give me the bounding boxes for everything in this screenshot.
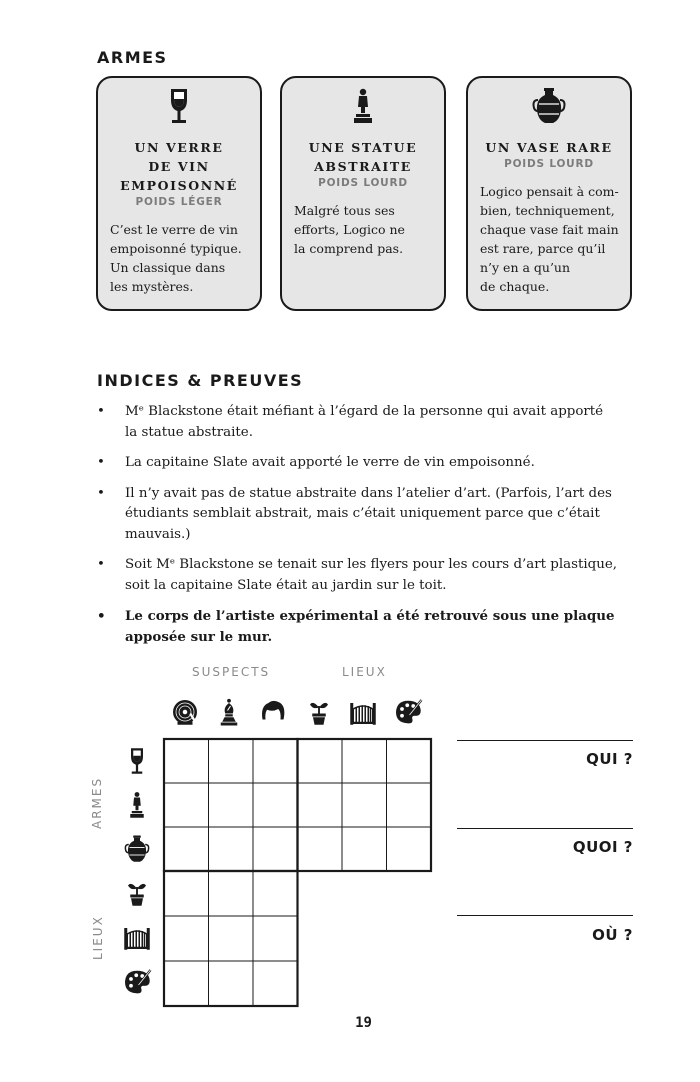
vase-icon [121, 833, 153, 865]
wine-glass-icon [121, 745, 153, 777]
places-weapons-block [298, 739, 432, 871]
weapon-weight: POIDS LOURD [504, 158, 594, 170]
weapon-title: UN VERRE DE VIN EMPOISONNÉ POIDS LÉGER [104, 138, 254, 209]
palette-icon [392, 696, 424, 728]
weapon-title: UNE STATUE ABSTRAITE POIDS LOURD [288, 138, 438, 190]
suspects-label: SUSPECTS [192, 665, 271, 679]
weapon-card-wine-glass [96, 76, 262, 311]
gate-icon [347, 696, 379, 728]
statue-icon [121, 789, 153, 821]
answer-what-label: QUOI ? [572, 838, 633, 856]
weapon-card-statue [280, 76, 446, 311]
answer-line[interactable] [457, 828, 633, 829]
weapon-description: Malgré tous ses efforts, Logico ne la comprend pas. [294, 203, 405, 256]
places-row-label: LIEUX [91, 915, 105, 960]
bullet-icon: • [97, 404, 105, 419]
clue-item: • Mᵉ Blackstone était méfiant à l’égard de la personne qui avait apporté la statue abstraite. [97, 404, 604, 440]
answer-line[interactable] [457, 740, 633, 741]
statue-icon [282, 86, 444, 126]
clue-item: • Le corps de l’artiste expérimental a été retrouvé sous une plaque apposée sur le mur. [97, 608, 615, 645]
weapon-card-vase [466, 76, 632, 311]
answer-line[interactable] [457, 915, 633, 916]
weapon-description: Logico pensait à com- bien, techniquement, chaque vase fait main est rare, parce qu’il n’y en a qu’un de chaque. [480, 184, 619, 294]
chess-bishop-icon [213, 696, 245, 728]
page-number: 19 [355, 1015, 372, 1031]
hair-icon [257, 696, 289, 728]
clue-item: • Il n’y avait pas de statue abstraite dans l’atelier d’art. (Parfois, l’art des étudiants semblait abstrait, mais c’était uniquement parce que c’était mauvais.) [97, 485, 612, 542]
bullet-icon: • [97, 455, 105, 470]
wine-glass-icon [98, 86, 260, 126]
suspects-weapons-block [164, 739, 298, 871]
logic-grid[interactable] [160, 735, 436, 1010]
potted-plant-icon [121, 877, 153, 909]
weapon-title: UN VASE RARE POIDS LOURD [474, 138, 624, 171]
record-icon [169, 696, 201, 728]
gate-icon [121, 921, 153, 953]
places-label: LIEUX [342, 665, 387, 679]
weapon-weight: POIDS LOURD [318, 177, 408, 189]
weapon-weight: POIDS LÉGER [135, 196, 223, 208]
answer-who-label: QUI ? [586, 750, 633, 768]
vase-icon [468, 86, 630, 126]
bullet-icon: • [97, 608, 106, 624]
clues-heading: INDICES & PREUVES [97, 371, 304, 390]
clue-list [97, 402, 637, 657]
bullet-icon: • [97, 557, 105, 572]
clue-item: • Soit Mᵉ Blackstone se tenait sur les flyers pour les cours d’art plastique, soit la capitaine Slate était au jardin sur le toit. [97, 557, 618, 593]
weapons-row-label: ARMES [90, 776, 104, 829]
answer-where-label: OÙ ? [592, 926, 633, 944]
weapon-description: C’est le verre de vin empoisonné typique. Un classique dans les mystères. [110, 222, 242, 294]
suspects-places-block [164, 871, 298, 1006]
clue-item: • La capitaine Slate avait apporté le verre de vin empoisonné. [97, 453, 637, 474]
bullet-icon: • [97, 485, 105, 501]
weapons-heading: ARMES [97, 48, 168, 67]
potted-plant-icon [303, 696, 335, 728]
palette-icon [121, 966, 153, 998]
